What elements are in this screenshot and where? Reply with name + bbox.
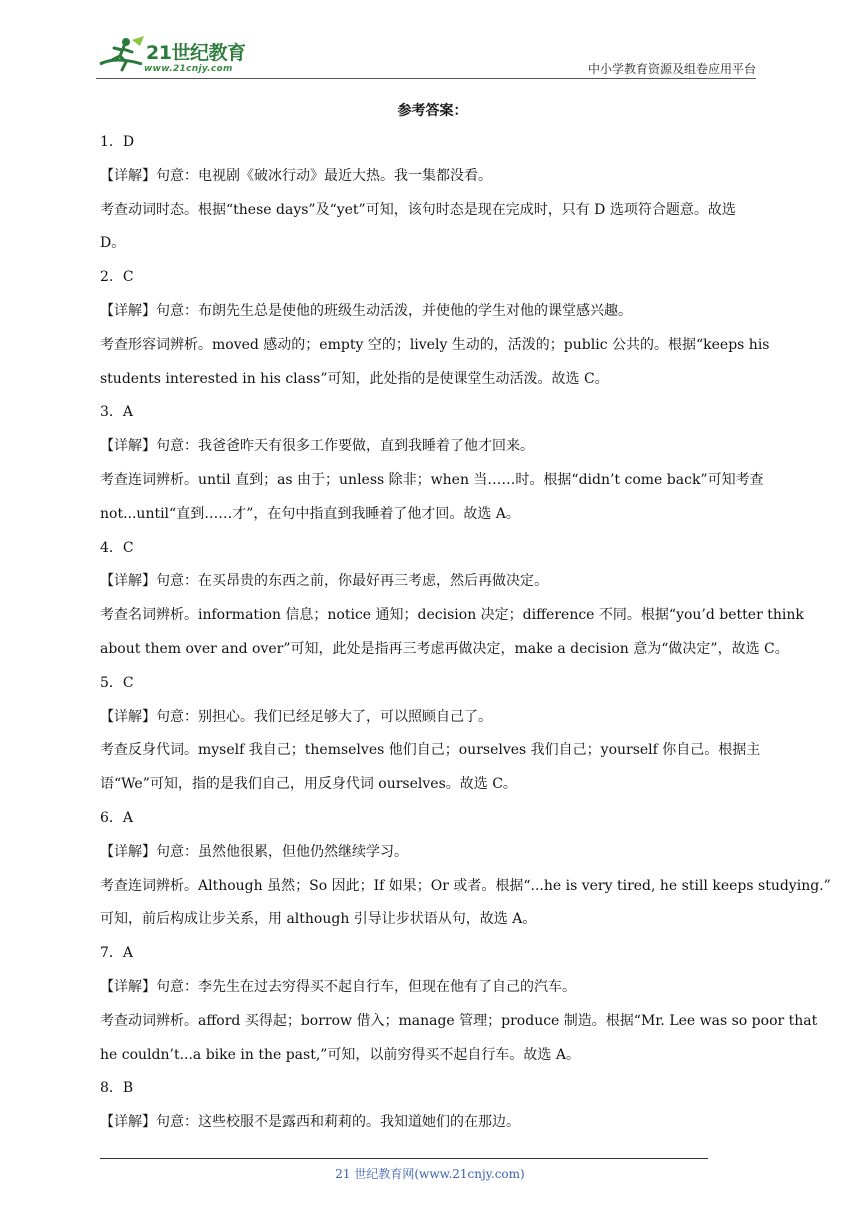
answer-number: 6．A — [100, 809, 134, 826]
answer-translation: 【详解】句意：电视剧《破冰行动》最近大热。我一集都没看。 — [100, 167, 492, 184]
answer-explanation-line: about them over and over”可知，此处是指再三考虑再做决定，make a decision 意为“做决定”，故选 C。 — [100, 640, 789, 657]
answer-explanation-line: D。 — [100, 235, 126, 252]
answer-translation: 【详解】句意：这些校服不是露西和莉莉的。我知道她们的在那边。 — [100, 1114, 520, 1131]
page-header — [96, 30, 756, 80]
page-title: 参考答案： — [397, 103, 468, 119]
answer-item — [100, 1072, 765, 1140]
answer-translation: 【详解】句意：别担心。我们已经足够大了，可以照顾自己了。 — [100, 708, 492, 725]
answer-list — [100, 126, 831, 1140]
answer-number: 3．A — [100, 404, 134, 421]
answer-translation: 【详解】句意：布朗先生总是使他的班级生动活泼，并使他的学生对他的课堂感兴趣。 — [100, 302, 632, 319]
answer-number: 5．C — [100, 674, 134, 691]
answer-item — [100, 261, 770, 396]
answer-translation: 【详解】句意：我爸爸昨天有很多工作要做，直到我睡着了他才回来。 — [100, 438, 534, 455]
header-divider — [96, 78, 756, 79]
logo-text: 21世纪教育 — [146, 42, 246, 64]
answer-explanation-line: students interested in his class”可知，此处指的是使课堂生动活泼。故选 C。 — [100, 370, 609, 387]
header-platform-name: 中小学教育资源及组卷应用平台 — [587, 62, 756, 76]
answer-explanation-line: 可知，前后构成让步关系，用 although 引导让步状语从句，故选 A。 — [100, 911, 537, 928]
logo-url: www.21cnjy.com — [144, 64, 233, 74]
answer-number: 1．D — [100, 134, 135, 150]
answer-explanation-line: he couldn’t...a bike in the past,”可知，以前穷得买不起自行车。故选 A。 — [100, 1046, 580, 1063]
answer-explanation-line: 考查连词辨析。Although 虽然；So 因此；If 如果；Or 或者。根据“...he is very tired, he still keeps studying.” — [100, 877, 831, 894]
answer-item — [100, 667, 765, 802]
answer-item — [100, 396, 765, 531]
answer-explanation-line: 考查名词辨析。information 信息；notice 通知；decision 决定；difference 不同。根据“you’d better think — [100, 607, 804, 624]
answer-explanation-line: 考查连词辨析。until 直到；as 由于；unless 除非；when 当……时。根据“didn’t come back”可知考查 — [100, 471, 764, 488]
answer-item — [100, 802, 831, 937]
answer-translation: 【详解】句意：李先生在过去穷得买不起自行车，但现在他有了自己的汽车。 — [100, 978, 576, 995]
footer-divider — [100, 1158, 708, 1159]
answer-explanation-line: not...until“直到……才”，在句中指直到我睡着了他才回。故选 A。 — [100, 505, 520, 522]
logo — [96, 34, 266, 78]
answer-number: 8．B — [100, 1080, 134, 1097]
answer-item — [100, 126, 765, 261]
answer-number: 4．C — [100, 539, 134, 556]
footer-text: 21 世纪教育网(www.21cnjy.com) — [335, 1167, 525, 1181]
answer-explanation-line: 语“We”可知，指的是我们自己，用反身代词 ourselves。故选 C。 — [100, 776, 517, 793]
answer-explanation-line: 考查反身代词。myself 我自己；themselves 他们自己；ourselves 我们自己；yourself 你自己。根据主 — [100, 742, 761, 759]
answer-item — [100, 937, 818, 1072]
answer-item — [100, 532, 804, 667]
answer-number: 2．C — [100, 269, 134, 286]
answer-translation: 【详解】句意：在买昂贵的东西之前，你最好再三考虑，然后再做决定。 — [100, 573, 548, 590]
answer-explanation-line: 考查动词时态。根据“these days”及“yet”可知，该句时态是现在完成时，只有 D 选项符合题意。故选 — [100, 201, 736, 218]
answer-translation: 【详解】句意：虽然他很累，但他仍然继续学习。 — [100, 843, 408, 860]
answer-explanation-line: 考查形容词辨析。moved 感动的；empty 空的；lively 生动的，活泼的；public 公共的。根据“keeps his — [100, 336, 770, 353]
answer-content — [100, 96, 831, 1140]
answer-explanation-line: 考查动词辨析。afford 买得起；borrow 借入；manage 管理；produce 制造。根据“Mr. Lee was so poor that — [100, 1012, 818, 1029]
answer-number: 7．A — [100, 945, 134, 962]
